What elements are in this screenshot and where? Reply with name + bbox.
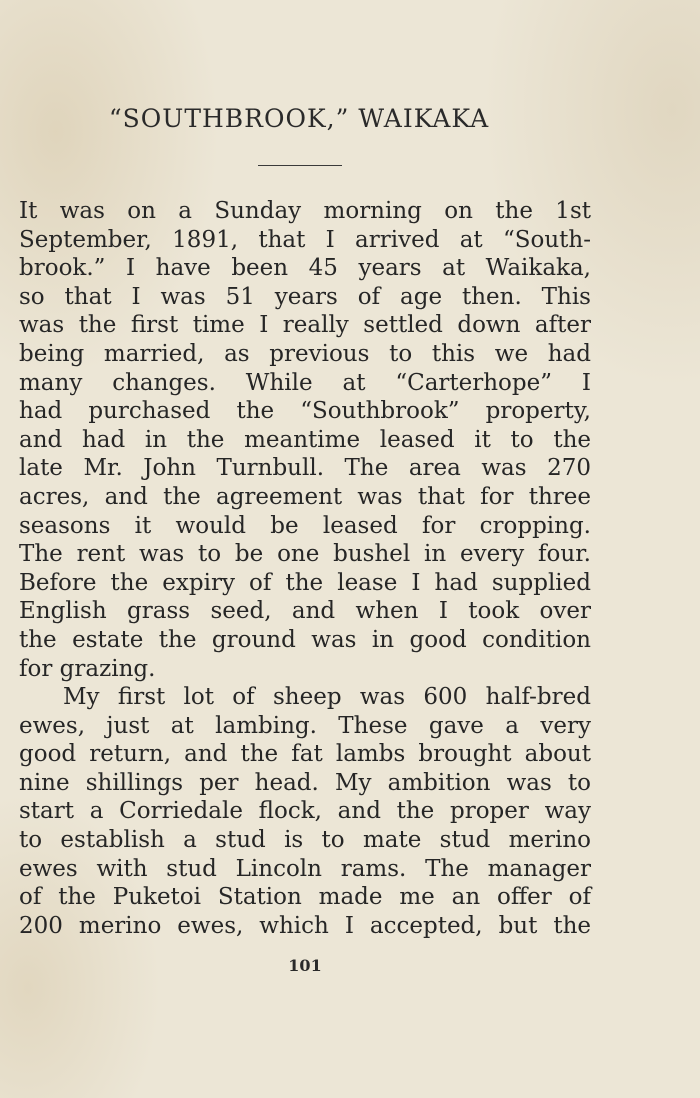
text-line: late Mr. John Turnbull. The area was 270 [19,455,591,482]
text-line: Before the expiry of the lease I had supplied [19,569,591,596]
text-line: The rent was to be one bushel in every four. [19,541,591,568]
text-line: was the first time I really settled down after [19,312,591,339]
text-line: of the Puketoi Station made me an offer of [19,884,591,911]
text-line: My first lot of sheep was 600 half-bred [63,684,591,711]
text-line: ewes, just at lambing. These gave a very [19,712,591,739]
body-text [19,197,591,940]
text-line: so that I was 51 years of age then. This [19,283,591,310]
text-line: had purchased the “Southbrook” property, [19,398,591,425]
text-line: many changes. While at “Carterhope” I [19,369,591,396]
heading-rule [258,165,342,166]
text-line: brook.” I have been 45 years at Waikaka, [19,255,591,282]
page-number: 101 [288,956,322,975]
text-line: to establish a stud is to mate stud merino [19,827,591,854]
text-line: acres, and the agreement was that for three [19,483,591,510]
text-line: nine shillings per head. My ambition was to [19,769,591,796]
text-line: 200 merino ewes, which I accepted, but the [19,912,591,939]
text-line: good return, and the fat lambs brought about [19,741,591,768]
text-line: the estate the ground was in good condition [19,626,591,653]
text-line: September, 1891, that I arrived at “South- [19,226,591,253]
text-line: start a Corriedale flock, and the proper way [19,798,591,825]
text-line: being married, as previous to this we had [19,340,591,367]
text-line: and had in the meantime leased it to the [19,426,591,453]
text-line: for grazing. [19,655,156,682]
text-line: English grass seed, and when I took over [19,598,591,625]
text-line: It was on a Sunday morning on the 1st [19,198,591,224]
text-line: seasons it would be leased for cropping. [19,512,591,539]
text-line: ewes with stud Lincoln rams. The manager [19,855,591,882]
chapter-heading: “SOUTHBROOK,” WAIKAKA [108,104,490,133]
